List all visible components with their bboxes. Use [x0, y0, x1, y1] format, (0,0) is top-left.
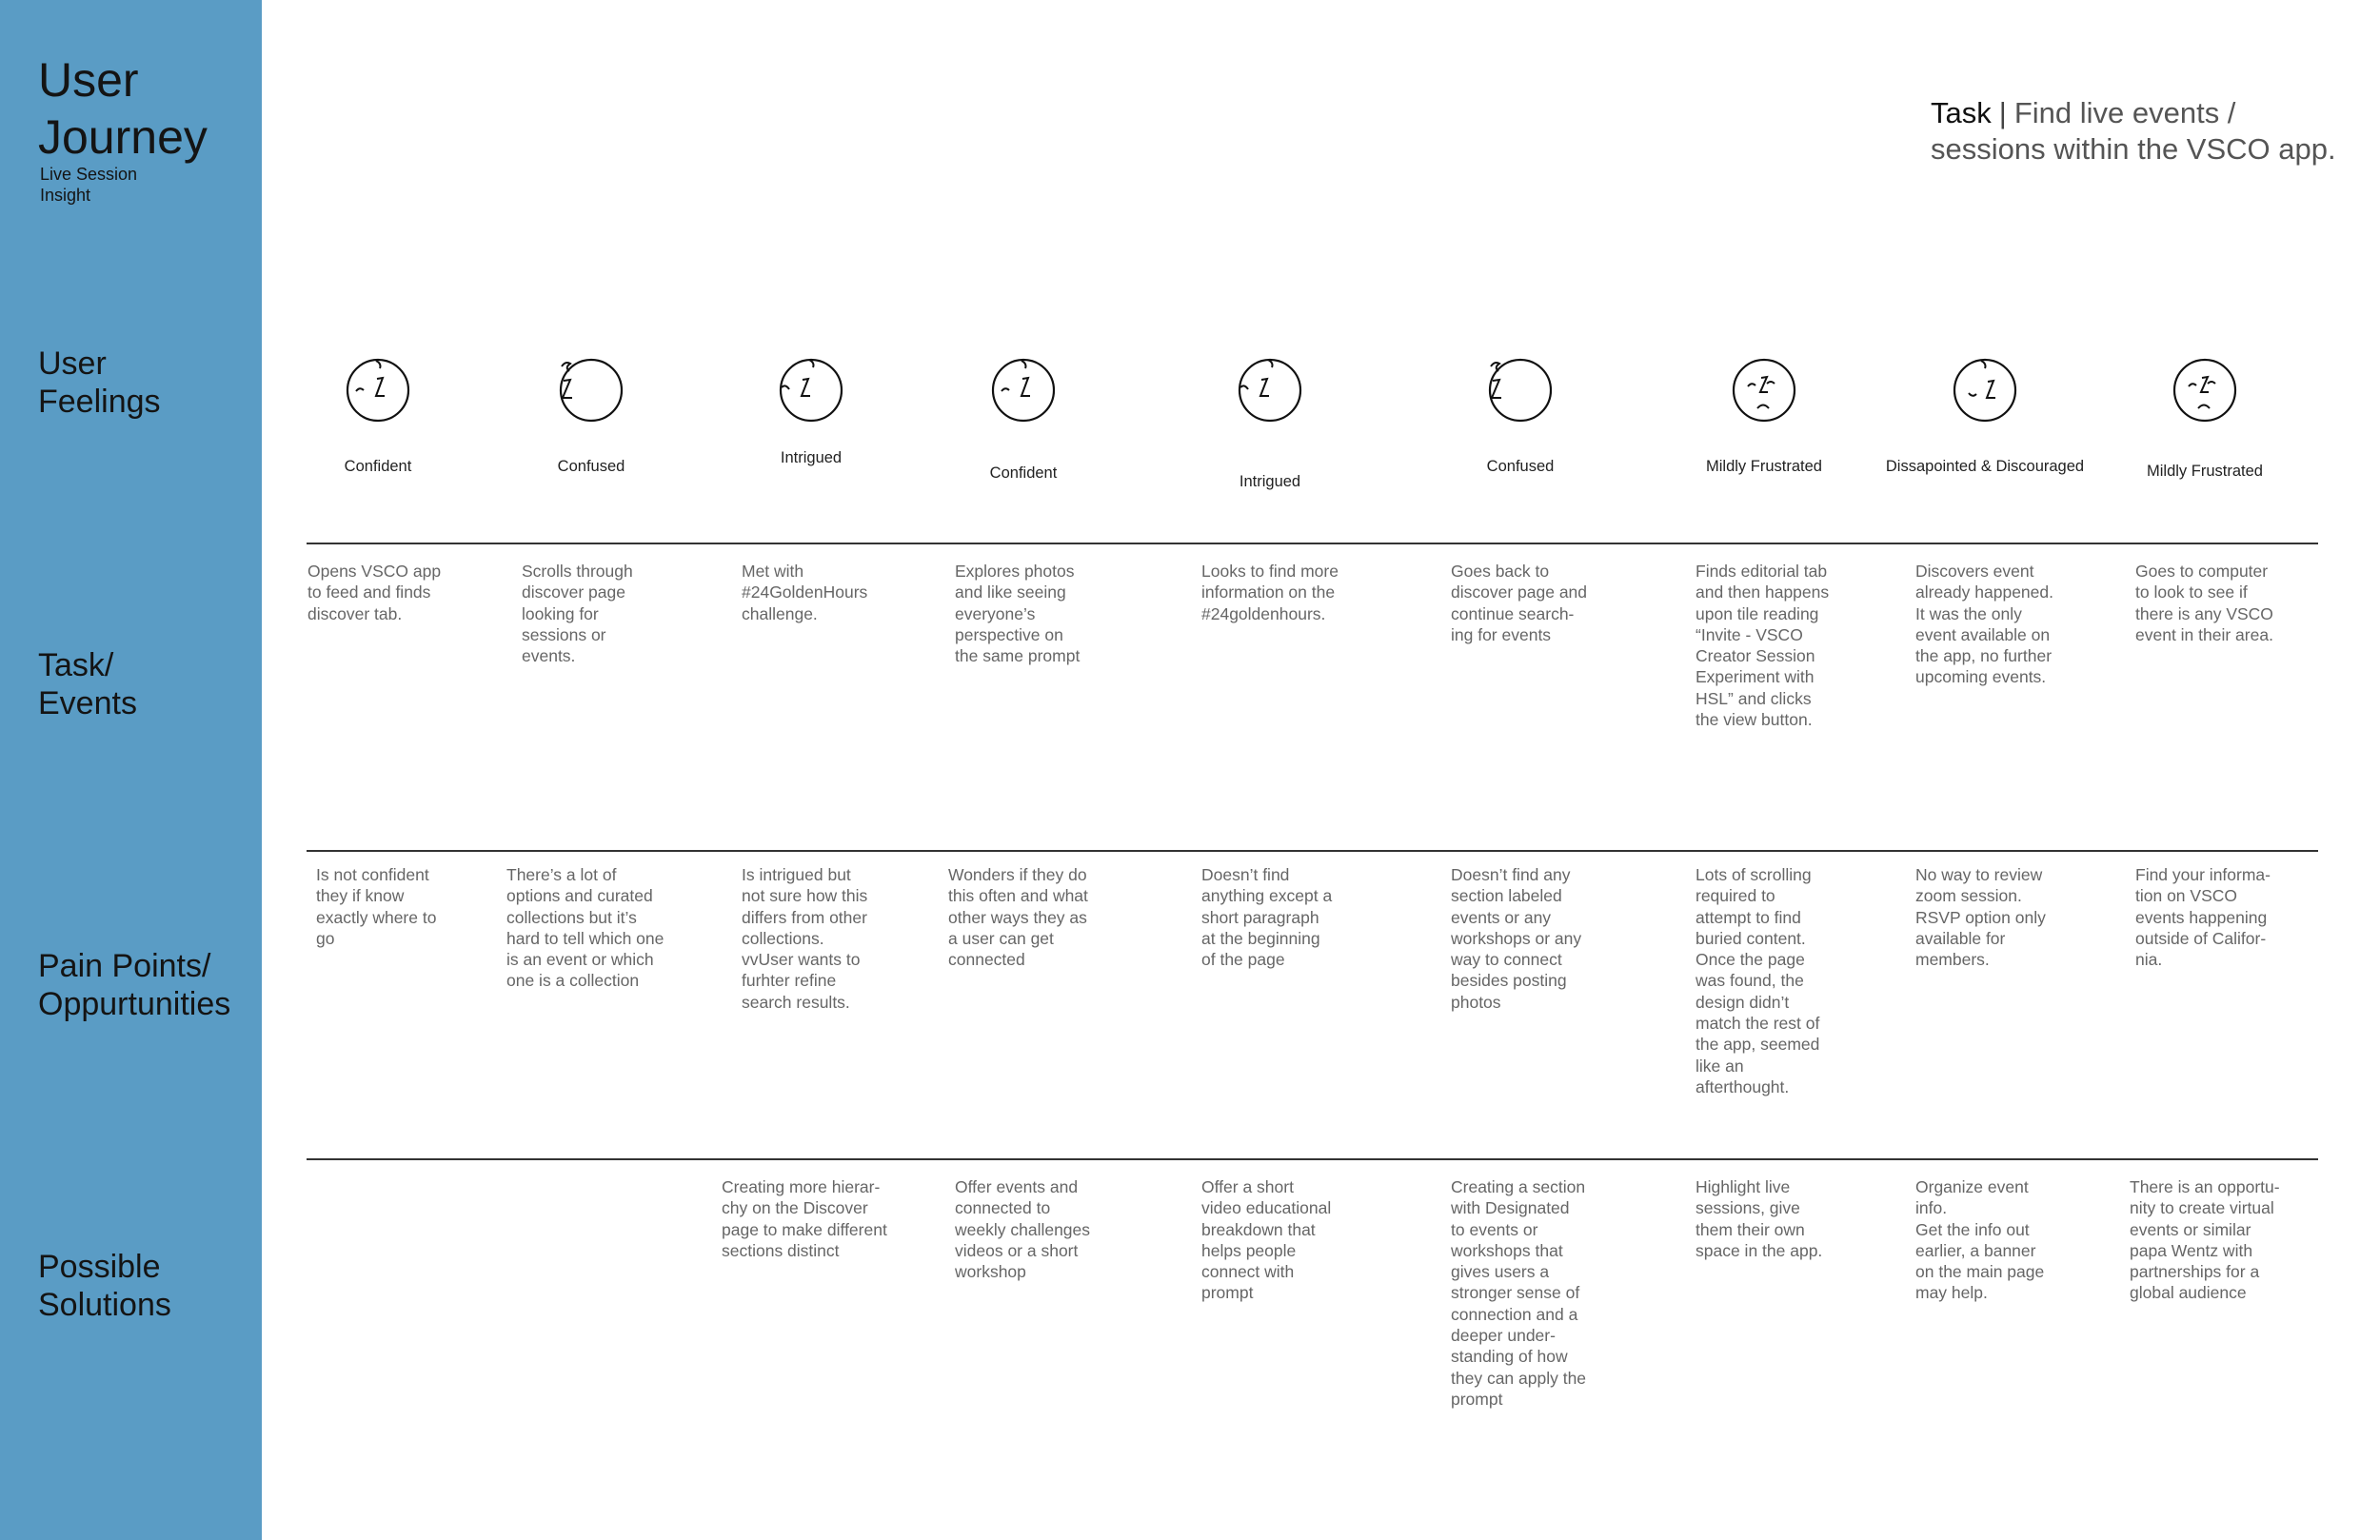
pain-point-cell: There’s a lot of options and curated collections but it’s hard to tell which one is an event or which one is a collection [506, 865, 664, 991]
sidebar [0, 0, 262, 1540]
feeling-label: Confused [557, 458, 625, 475]
task-event-cell: Goes to computer to look to see if there is any VSCO event in their area. [2135, 562, 2273, 644]
intrigued-face-icon [1235, 355, 1305, 425]
task-event-cell: Discovers event already happened. It was the only event available on the app, no further upcoming events. [1915, 562, 2053, 687]
journey-title-line: User [38, 53, 139, 107]
pain-point-cell: Is not confident they if know exactly where to go [316, 865, 437, 948]
solution-cell: Creating more hierar- chy on the Discover page to make different sections distinct [722, 1177, 887, 1260]
task-event-cell: Finds editorial tab and then happens upon tile reading “Invite - VSCO Creator Session Experiment with HSL” and clicks the view button. [1696, 562, 1830, 730]
journey-title-line: Journey [38, 110, 208, 164]
row-label-line: Task/ [38, 647, 114, 683]
journey-subtitle-line: Insight [40, 186, 91, 205]
pain-point-cell: No way to review zoom session. RSVP option only available for members. [1915, 865, 2046, 970]
intrigued-face-icon [776, 355, 846, 425]
feeling-label: Confident [344, 458, 412, 475]
pain-point-cell: Find your informa- tion on VSCO events happening outside of Califor- nia. [2135, 865, 2271, 970]
row-label-task-events [38, 646, 137, 722]
pain-point-cell: Doesn’t find any section labeled events or any workshops or any way to connect besides posting photos [1451, 865, 1582, 1012]
divider [307, 1158, 2318, 1160]
feeling-label: Intrigued [1239, 473, 1301, 490]
journey-title [38, 51, 208, 166]
row-label-line: Events [38, 685, 137, 721]
task-event-cell: Scrolls through discover page looking for sessions or events. [522, 562, 633, 666]
feeling-label: Intrigued [780, 449, 843, 466]
solution-cell: There is an opportu- nity to create virtual events or similar papa Wentz with partnerships for a global audience [2130, 1177, 2280, 1303]
solution-cell: Highlight live sessions, give them their own space in the app. [1696, 1177, 1823, 1260]
frustrated-face-icon [1729, 355, 1799, 425]
pain-point-cell: Doesn’t find anything except a short paragraph at the beginning of the page [1201, 865, 1333, 970]
task-separator: | [1998, 96, 2007, 129]
journey-subtitle-line: Live Session [40, 165, 138, 184]
feeling-label: Mildly Frustrated [2147, 463, 2263, 480]
confused-face-icon [556, 355, 626, 425]
task-label: Task [1931, 96, 1992, 129]
row-label-line: User [38, 346, 107, 382]
row-label-line: Oppurtunities [38, 986, 231, 1022]
solution-cell: Offer events and connected to weekly challenges videos or a short workshop [955, 1177, 1091, 1282]
pain-point-cell: Is intrigued but not sure how this differs from other collections. vvUser wants to furhter refine search results. [742, 865, 868, 1012]
solution-cell: Offer a short video educational breakdown that helps people connect with prompt [1201, 1177, 1332, 1303]
row-label-line: Pain Points/ [38, 948, 211, 984]
task-text: sessions within the VSCO app. [1931, 132, 2336, 166]
feeling-label: Dissapointed & Discouraged [1885, 458, 2085, 475]
row-label-pain-points [38, 947, 230, 1023]
task-event-cell: Explores photos and like seeing everyone’s perspective on the same prompt [955, 562, 1081, 666]
row-label-line: Feelings [38, 384, 161, 420]
feeling-label: Confused [1486, 458, 1555, 475]
neutral-face-icon [988, 355, 1059, 425]
task-event-cell: Goes back to discover page and continue search- ing for events [1451, 562, 1588, 644]
neutral-face-icon [343, 355, 413, 425]
solution-cell: Organize event info. Get the info out earlier, a banner on the main page may help. [1915, 1177, 2045, 1303]
pain-point-cell: Wonders if they do this often and what other ways they as a user can get connected [948, 865, 1088, 970]
row-label-user-feelings [38, 345, 161, 421]
journey-subtitle [40, 164, 137, 206]
divider [307, 850, 2318, 852]
task-event-cell: Met with #24GoldenHours challenge. [742, 562, 868, 623]
task-text: Find live events / [2013, 96, 2236, 129]
task-header [1931, 95, 2359, 168]
row-label-line: Solutions [38, 1287, 171, 1323]
confused-face-icon [1485, 355, 1556, 425]
disappointed-face-icon [1950, 355, 2020, 425]
task-event-cell: Looks to find more information on the #24goldenhours. [1201, 562, 1339, 623]
solution-cell: Creating a section with Designated to events or workshops that gives users a stronger sense of connection and a deeper under- standing of how they can apply the prompt [1451, 1177, 1587, 1409]
divider [307, 543, 2318, 544]
feeling-label: Confident [989, 464, 1058, 482]
row-label-line: Possible [38, 1249, 161, 1285]
feeling-label: Mildly Frustrated [1706, 458, 1822, 475]
task-event-cell: Opens VSCO app to feed and finds discover tab. [307, 562, 442, 623]
frustrated-face-icon [2170, 355, 2240, 425]
pain-point-cell: Lots of scrolling required to attempt to find buried content. Once the page was found, the design didn’t match the rest of the app, seemed like an afterthought. [1696, 865, 1820, 1096]
row-label-possible-solutions [38, 1248, 171, 1324]
